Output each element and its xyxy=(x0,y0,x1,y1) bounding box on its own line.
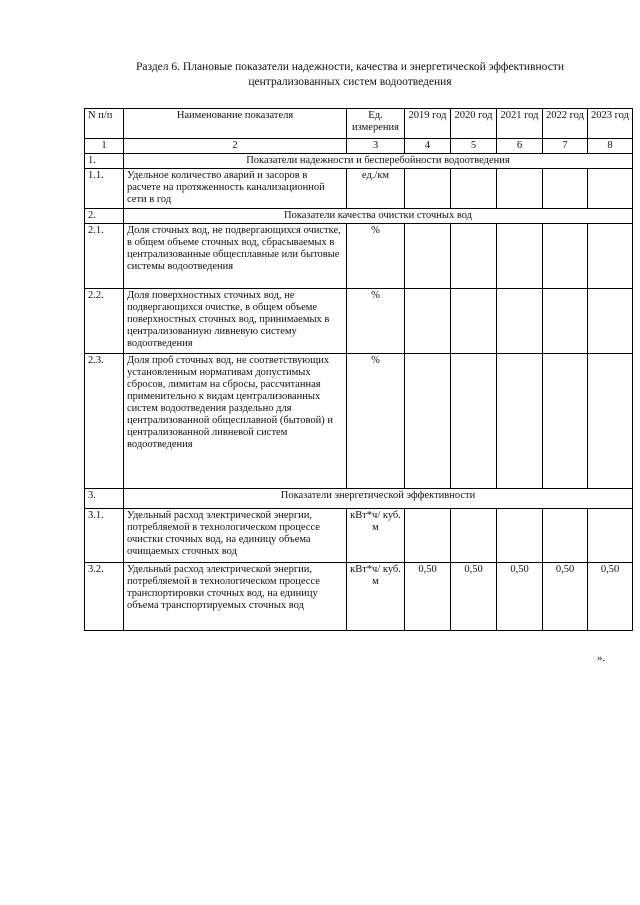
row-unit: % xyxy=(347,289,405,354)
header-year-2021: 2021 год xyxy=(497,109,543,139)
page-title xyxy=(60,60,640,90)
section-title: Показатели надежности и бесперебойности водоотведения xyxy=(124,154,633,169)
row-num: 2.1. xyxy=(85,224,124,289)
col-number: 4 xyxy=(405,139,451,154)
row-name: Доля поверхностных сточных вод, не подвергающихся очистке, в общем объеме поверхностных сточных вод, принимаемых в централизованную ливневую систему водоотведения xyxy=(124,289,347,354)
value-2019 xyxy=(405,169,451,209)
value-2019 xyxy=(405,224,451,289)
col-number: 1 xyxy=(85,139,124,154)
col-number: 5 xyxy=(451,139,497,154)
value-2023 xyxy=(588,224,633,289)
value-2023 xyxy=(588,509,633,563)
section-title: Показатели качества очистки сточных вод xyxy=(124,209,633,224)
col-number: 3 xyxy=(347,139,405,154)
value-2020: 0,50 xyxy=(451,563,497,631)
row-unit: % xyxy=(347,354,405,489)
table-row xyxy=(85,289,633,354)
header-year-2023: 2023 год xyxy=(588,109,633,139)
header-row xyxy=(85,109,633,139)
value-2022 xyxy=(543,169,588,209)
header-num: N п/п xyxy=(85,109,124,139)
value-2023 xyxy=(588,289,633,354)
row-num: 1.1. xyxy=(85,169,124,209)
value-2022 xyxy=(543,289,588,354)
table-row xyxy=(85,509,633,563)
value-2019: 0,50 xyxy=(405,563,451,631)
col-number: 7 xyxy=(543,139,588,154)
value-2021: 0,50 xyxy=(497,563,543,631)
table-row xyxy=(85,563,633,631)
section-row xyxy=(85,489,633,509)
value-2021 xyxy=(497,354,543,489)
value-2023 xyxy=(588,169,633,209)
header-unit: Ед. измерения xyxy=(347,109,405,139)
row-name: Удельное количество аварий и засоров в расчете на протяженность канализационной сети в год xyxy=(124,169,347,209)
value-2020 xyxy=(451,354,497,489)
value-2020 xyxy=(451,509,497,563)
header-name: Наименование показателя xyxy=(124,109,347,139)
value-2019 xyxy=(405,509,451,563)
value-2019 xyxy=(405,289,451,354)
value-2022 xyxy=(543,224,588,289)
row-unit: % xyxy=(347,224,405,289)
col-number: 6 xyxy=(497,139,543,154)
section-row xyxy=(85,209,633,224)
row-num: 3.2. xyxy=(85,563,124,631)
header-year-2020: 2020 год xyxy=(451,109,497,139)
column-numbers-row xyxy=(85,139,633,154)
section-num: 2. xyxy=(85,209,124,224)
value-2022: 0,50 xyxy=(543,563,588,631)
section-row xyxy=(85,154,633,169)
value-2022 xyxy=(543,509,588,563)
closing-quote: ». xyxy=(597,652,606,664)
table-row xyxy=(85,224,633,289)
row-unit: кВт*ч/ куб. м xyxy=(347,563,405,631)
table-row xyxy=(85,354,633,489)
value-2023: 0,50 xyxy=(588,563,633,631)
value-2020 xyxy=(451,289,497,354)
value-2021 xyxy=(497,509,543,563)
value-2021 xyxy=(497,169,543,209)
col-number: 8 xyxy=(588,139,633,154)
row-unit: кВт*ч/ куб. м xyxy=(347,509,405,563)
value-2022 xyxy=(543,354,588,489)
title-line-2: централизованных систем водоотведения xyxy=(248,76,452,88)
row-name: Доля проб сточных вод, не соответствующих установленным нормативам допустимых сбросов, лимитам на сбросы, рассчитанная применительно к видам централизованных систем водоотведения раздельно для централизованной общесплавной (бытовой) и централизованной ливневой систем водоотведения xyxy=(124,354,347,489)
row-unit: ед./км xyxy=(347,169,405,209)
header-year-2022: 2022 год xyxy=(543,109,588,139)
col-number: 2 xyxy=(124,139,347,154)
value-2021 xyxy=(497,224,543,289)
value-2020 xyxy=(451,224,497,289)
section-title: Показатели энергетической эффективности xyxy=(124,489,633,509)
value-2020 xyxy=(451,169,497,209)
row-name: Доля сточных вод, не подвергающихся очистке, в общем объеме сточных вод, сбрасываемых в централизованные общесплавные или бытовые системы водоотведения xyxy=(124,224,347,289)
row-num: 2.3. xyxy=(85,354,124,489)
row-name: Удельный расход электрической энергии, потребляемой в технологическом процессе транспортировки сточных вод, на единицу объема транспортируемых сточных вод xyxy=(124,563,347,631)
value-2021 xyxy=(497,289,543,354)
row-num: 2.2. xyxy=(85,289,124,354)
row-num: 3.1. xyxy=(85,509,124,563)
value-2019 xyxy=(405,354,451,489)
header-year-2019: 2019 год xyxy=(405,109,451,139)
value-2023 xyxy=(588,354,633,489)
table-row xyxy=(85,169,633,209)
section-num: 1. xyxy=(85,154,124,169)
section-num: 3. xyxy=(85,489,124,509)
title-line-1: Раздел 6. Плановые показатели надежности, качества и энергетической эффективности xyxy=(136,61,564,73)
indicators-table xyxy=(84,108,633,631)
row-name: Удельный расход электрической энергии, потребляемой в технологическом процессе очистки сточных вод, на единицу объема очищаемых сточных вод xyxy=(124,509,347,563)
